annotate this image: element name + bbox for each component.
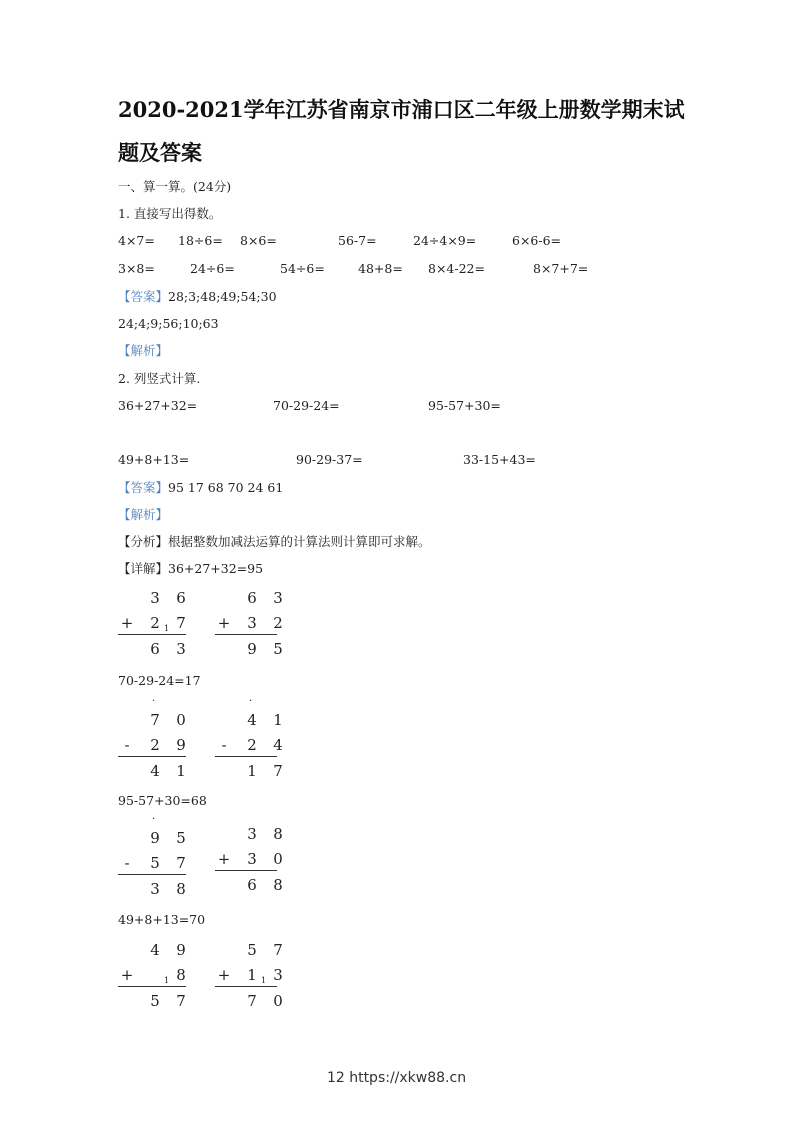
digit: 6 <box>247 589 257 607</box>
digit: 6 <box>176 589 186 607</box>
digit: 2 <box>273 614 283 632</box>
q1-expr: 56-7= <box>338 233 377 248</box>
q2-expr: 95-57+30= <box>428 398 501 413</box>
digit: 1 <box>273 711 283 729</box>
q2-expr: 49+8+13= <box>118 452 190 467</box>
digit: 8 <box>273 876 283 894</box>
digit: 5 <box>150 992 160 1010</box>
answer-text: 95 17 68 70 24 61 <box>168 480 284 495</box>
detail-tag: 【详解】 <box>118 561 169 576</box>
q1-expr: 24÷4×9= <box>413 233 477 248</box>
q1-expr: 8×6= <box>240 233 277 248</box>
q1-expr: 48+8= <box>358 261 403 276</box>
digit: 8 <box>273 825 283 843</box>
borrow-dot: · <box>152 814 156 825</box>
carry-mark: 1 <box>261 976 267 985</box>
sum-line <box>118 634 186 635</box>
digit: 3 <box>150 880 160 898</box>
detail-equation: 36+27+32=95 <box>168 561 264 576</box>
sum-line <box>118 874 186 875</box>
vertical-calc <box>215 696 295 787</box>
q1-expr: 8×7+7= <box>533 261 589 276</box>
q1-expr: 6×6-6= <box>512 233 562 248</box>
q1-expr: 4×7= <box>118 233 155 248</box>
digit: 2 <box>150 736 160 754</box>
analysis-tag: 【解析】 <box>118 343 169 358</box>
vertical-calc <box>118 696 198 787</box>
digit: 3 <box>247 614 257 632</box>
vertical-calc <box>215 825 295 901</box>
sum-line <box>215 870 277 871</box>
digit: 1 <box>247 762 257 780</box>
digit: 8 <box>176 966 186 984</box>
carry-mark: 1 <box>164 624 170 633</box>
analysis-tag: 【解析】 <box>118 507 169 522</box>
digit: 0 <box>273 992 283 1010</box>
digit: 3 <box>150 589 160 607</box>
question-1-label: 1. 直接写出得数。 <box>118 206 222 221</box>
sum-line <box>215 634 277 635</box>
vertical-calc <box>215 941 295 1017</box>
digit: 7 <box>273 941 283 959</box>
sum-line <box>118 756 186 757</box>
q1-expr: 24÷6= <box>190 261 235 276</box>
sum-line <box>215 986 277 987</box>
operator-sign: - <box>124 736 130 754</box>
q2-expr: 36+27+32= <box>118 398 198 413</box>
operator-sign: - <box>221 736 227 754</box>
digit: 4 <box>150 941 160 959</box>
digit: 4 <box>273 736 283 754</box>
page-footer: 12 https://xkw88.cn <box>326 1070 467 1086</box>
operator-sign: + <box>120 614 134 632</box>
digit: 7 <box>176 854 186 872</box>
digit: 9 <box>176 941 186 959</box>
detail-equation: 70-29-24=17 <box>118 673 201 688</box>
digit: 3 <box>247 825 257 843</box>
operator-sign: + <box>217 614 231 632</box>
q2-expr: 33-15+43= <box>463 452 536 467</box>
document-title: 2020-2021学年江苏省南京市浦口区二年级上册数学期末试 <box>118 97 685 122</box>
section-heading: 一、算一算。(24分) <box>118 179 232 194</box>
operator-sign: + <box>120 966 134 984</box>
digit: 9 <box>176 736 186 754</box>
q2-answer <box>118 480 283 496</box>
digit: 3 <box>247 850 257 868</box>
digit: 8 <box>176 880 186 898</box>
borrow-dot: · <box>249 696 253 707</box>
digit: 9 <box>150 829 160 847</box>
digit: 7 <box>273 762 283 780</box>
digit: 7 <box>247 992 257 1010</box>
operator-sign: + <box>217 850 231 868</box>
digit: 5 <box>247 941 257 959</box>
carry-mark: 1 <box>164 976 170 985</box>
q1-answer <box>118 289 277 305</box>
q2-expr: 70-29-24= <box>273 398 340 413</box>
q1-expr: 3×8= <box>118 261 155 276</box>
borrow-dot: · <box>152 696 156 707</box>
detail-line <box>118 561 263 577</box>
digit: 0 <box>176 711 186 729</box>
digit: 5 <box>273 640 283 658</box>
vertical-calc <box>118 814 198 905</box>
analysis-text: 【分析】根据整数加减法运算的计算法则计算即可求解。 <box>118 534 431 549</box>
q1-expr: 8×4-22= <box>428 261 485 276</box>
digit: 7 <box>176 614 186 632</box>
digit: 3 <box>273 589 283 607</box>
q2-expr: 90-29-37= <box>296 452 363 467</box>
digit: 6 <box>150 640 160 658</box>
digit: 1 <box>176 762 186 780</box>
digit: 3 <box>273 966 283 984</box>
digit: 4 <box>247 711 257 729</box>
q1-answer-line2: 24;4;9;56;10;63 <box>118 316 219 331</box>
answer-tag: 【答案】 <box>118 480 169 495</box>
detail-equation: 49+8+13=70 <box>118 912 206 927</box>
question-2-label: 2. 列竖式计算. <box>118 371 201 386</box>
q1-expr: 18÷6= <box>178 233 223 248</box>
vertical-calc <box>118 589 198 665</box>
answer-text: 28;3;48;49;54;30 <box>168 289 277 304</box>
digit: 7 <box>176 992 186 1010</box>
digit: 3 <box>176 640 186 658</box>
sum-line <box>215 756 277 757</box>
digit: 2 <box>247 736 257 754</box>
digit: 6 <box>247 876 257 894</box>
digit: 4 <box>150 762 160 780</box>
operator-sign: - <box>124 854 130 872</box>
operator-sign: + <box>217 966 231 984</box>
q1-expr: 54÷6= <box>280 261 325 276</box>
sum-line <box>118 986 186 987</box>
vertical-calc <box>118 941 198 1017</box>
digit: 2 <box>150 614 160 632</box>
digit: 0 <box>273 850 283 868</box>
digit: 7 <box>150 711 160 729</box>
digit: 5 <box>150 854 160 872</box>
digit: 5 <box>176 829 186 847</box>
document-title-cont: 题及答案 <box>118 140 202 165</box>
answer-tag: 【答案】 <box>118 289 169 304</box>
detail-equation: 95-57+30=68 <box>118 793 207 808</box>
digit: 1 <box>247 966 257 984</box>
digit: 9 <box>247 640 257 658</box>
vertical-calc <box>215 589 295 665</box>
